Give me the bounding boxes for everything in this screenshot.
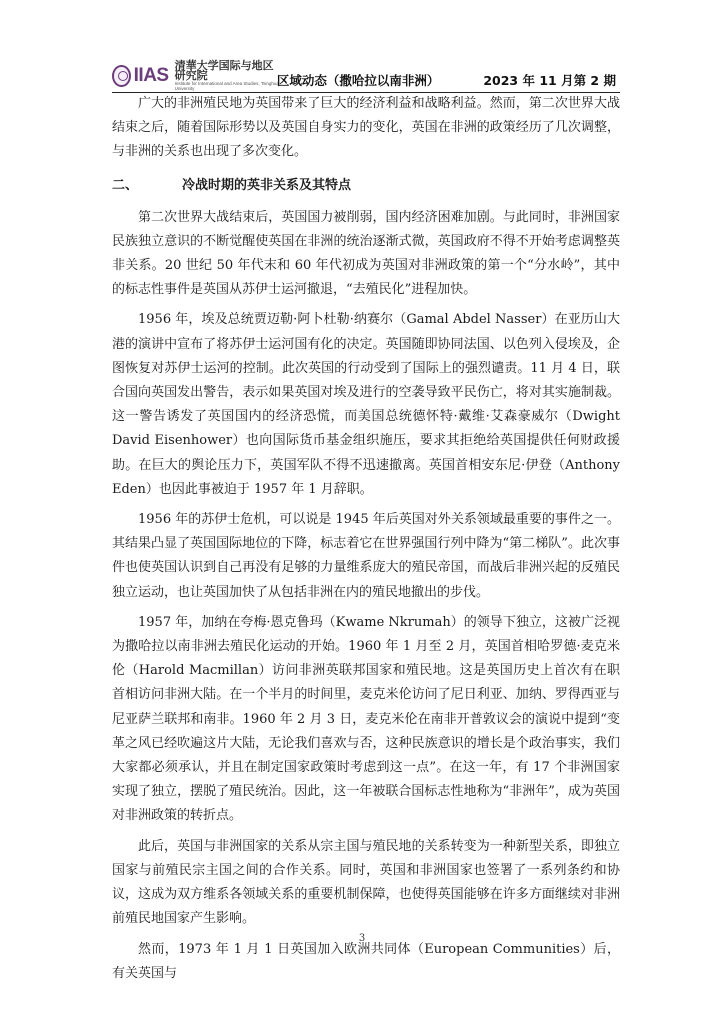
paragraph: 1956 年，埃及总统贾迈勒·阿卜杜勒·纳赛尔（Gamal Abdel Nasser）在亚历山大港的演讲中宣布了将苏伊士运河国有化的决定。英国随即协同法国、以色列入侵埃及，企图恢复对苏伊士运河的控制。此次英国的行动受到了国际上的强烈谴责。11 月 4 日，联合国向英国发出警告，表示如果英国对埃及进行的空袭导致平民伤亡，将对其实施制裁。这一警告诱发了英国国内的经济恐慌，而美国总统德怀特·戴维·艾森豪威尔（Dwight David Eisenhower）也向国际货币基金组织施压，要求其拒绝给英国提供任何财政援助。在巨大的舆论压力下，英国军队不得不迅速撤离。英国首相安东尼·伊登（Anthony Eden）也因此事被迫于 1957 年 1 月辞职。 <box>112 312 620 497</box>
section-title: 冷战时期的英非关系及其特点 <box>182 177 352 193</box>
logo-mark: IIAS <box>133 65 169 86</box>
paragraph: 1957 年，加纳在夸梅·恩克鲁玛（Kwame Nkrumah）的领导下独立，这被广泛视为撒哈拉以南非洲去殖民化运动的开始。1960 年 1 月至 2 月，英国首相哈罗德·麦克米伦（Harold Macmillan）访问非洲英联邦国家和殖民地。这是英国历史上首次有在职首相访问非洲大陆。在一个半月的时间里，麦克米伦访问了尼日利亚、加纳、罗得西亚与尼亚萨兰联邦和南非。1960 年 2 月 3 日，麦克米伦在南非开普敦议会的演说中提到“变革之风已经吹遍这片大陆，无论我们喜欢与否，这种民族意识的增长是个政治事实，我们大家都必须承认，并且在制定国家政策时考虑到这一点”。在这一年，有 17 个非洲国家实现了独立，摆脱了殖民统治。因此，这一年被联合国标志性地称为“非洲年”，成为英国对非洲政策的转折点。 <box>112 614 620 824</box>
header-period: 2023 年 11 月第 2 期 <box>483 73 616 88</box>
page-header <box>112 58 620 93</box>
header-issue-info <box>277 71 616 89</box>
article-body <box>112 92 620 986</box>
logo-institute-name: 清華大学国际与地区研究院 <box>174 60 274 82</box>
paragraph: 1956 年的苏伊士危机，可以说是 1945 年后英国对外关系领域最重要的事件之一。其结果凸显了英国国际地位的下降，标志着它在世界强国行列中降为“第二梯队”。此次事件也使英国认识到自己再没有足够的力量维系庞大的殖民帝国，而战后非洲兴起的反殖民独立运动，也让英国加快了从包括非洲在内的殖民地撤出的步伐。 <box>112 512 620 600</box>
paragraph: 第二次世界大战结束后，英国国力被削弱，国内经济困难加剧。与此同时，非洲国家民族独立意识的不断觉醒使英国在非洲的统治逐渐式微，英国政府不得不开始考虑调整英非关系。20 世纪 50 年代末和 60 年代初成为英国对非洲政策的第一个“分水岭”，其中的标志性事件是英国从苏伊士运河撤退，“去殖民化”进程加快。 <box>112 209 620 298</box>
paragraph-intro: 广大的非洲殖民地为英国带来了巨大的经济利益和战略利益。然而，第二次世界大战结束之后，随着国际形势以及英国自身实力的变化，英国在非洲的政策经历了几次调整，与非洲的关系也出现了多次变化。 <box>112 96 620 160</box>
header-column-title: 区域动态（撒哈拉以南非洲） <box>276 73 440 88</box>
tsinghua-seal-icon <box>112 65 131 87</box>
section-number: 二、 <box>112 177 139 193</box>
paragraph: 然而，1973 年 1 月 1 日英国加入欧洲共同体（European Communities）后，有关英国与 <box>112 941 620 981</box>
iias-logo <box>112 60 282 91</box>
section-heading <box>112 174 620 198</box>
page-number: 3 <box>358 933 366 944</box>
paragraph: 此后，英国与非洲国家的关系从宗主国与殖民地的关系转变为一种新型关系，即独立国家与前殖民宗主国之间的合作关系。同时，英国和非洲国家也签署了一系列条约和协议，这成为双方维系各领域关系的重要机制保障，也使得英国能够在许多方面继续对非洲前殖民地国家产生影响。 <box>112 838 620 927</box>
logo-institute-english: Institute for International and Area Studies, Tsinghua University <box>174 81 279 91</box>
logo-text-block <box>175 61 282 91</box>
